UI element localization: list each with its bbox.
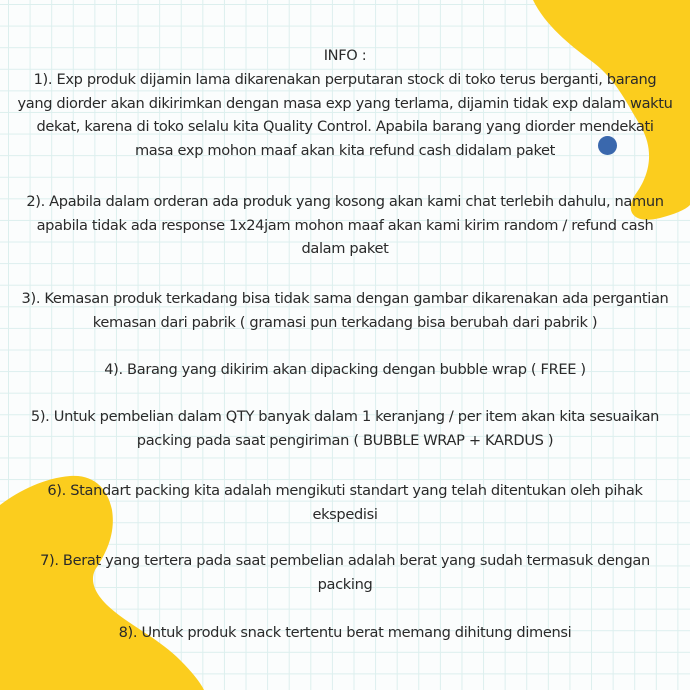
info-line: 3). Kemasan produk terkadang bisa tidak sama dengan gambar dikarenakan ada pergantian (21, 290, 669, 307)
info-line: dekat, karena di toko selalu kita Quality Control. Apabila barang yang diorder mendekati (36, 118, 654, 135)
info-line: 7). Berat yang tertera pada saat pembelian adalah berat yang sudah termasuk dengan (40, 552, 650, 569)
info-line: kemasan dari pabrik ( gramasi pun terkadang bisa berubah dari pabrik ) (92, 313, 598, 331)
info-line: 5). Untuk pembelian dalam QTY banyak dalam 1 keranjang / per item akan kita sesuaikan (30, 408, 660, 425)
info-item-5 (0, 405, 690, 452)
info-line: packing pada saat pengiriman ( BUBBLE WRAP + KARDUS ) (136, 431, 554, 449)
info-line: 4). Barang yang dikirim akan dipacking dengan bubble wrap ( FREE ) (104, 361, 586, 378)
info-line: masa exp mohon maaf akan kita refund cash didalam paket (134, 141, 556, 159)
info-item-8 (0, 621, 690, 645)
info-line: 6). Standart packing kita adalah mengikuti standart yang telah ditentukan oleh pihak (47, 482, 643, 499)
info-line: dalam paket (301, 240, 389, 257)
info-line: packing (317, 575, 373, 593)
info-line: yang diorder akan dikirimkan dengan masa exp yang terlama, dijamin tidak exp dalam waktu (17, 94, 673, 112)
info-item-6 (0, 479, 690, 526)
blue-dot-decoration (598, 136, 617, 155)
info-line: 1). Exp produk dijamin lama dikarenakan perputaran stock di toko terus berganti, barang (33, 71, 657, 88)
info-line: apabila tidak ada response 1x24jam mohon maaf akan kami kirim random / refund cash (36, 216, 654, 234)
info-item-4 (0, 358, 690, 382)
info-item-2 (0, 190, 690, 261)
info-line: 8). Untuk produk snack tertentu berat memang dihitung dimensi (118, 624, 572, 641)
info-title: INFO : (323, 47, 367, 64)
info-item-3 (0, 287, 690, 334)
info-item-7 (0, 549, 690, 596)
info-line: ekspedisi (312, 505, 378, 523)
info-line: 2). Apabila dalam orderan ada produk yang kosong akan kami chat terlebih dahulu, namun (26, 193, 664, 210)
info-item-1 (0, 68, 690, 162)
